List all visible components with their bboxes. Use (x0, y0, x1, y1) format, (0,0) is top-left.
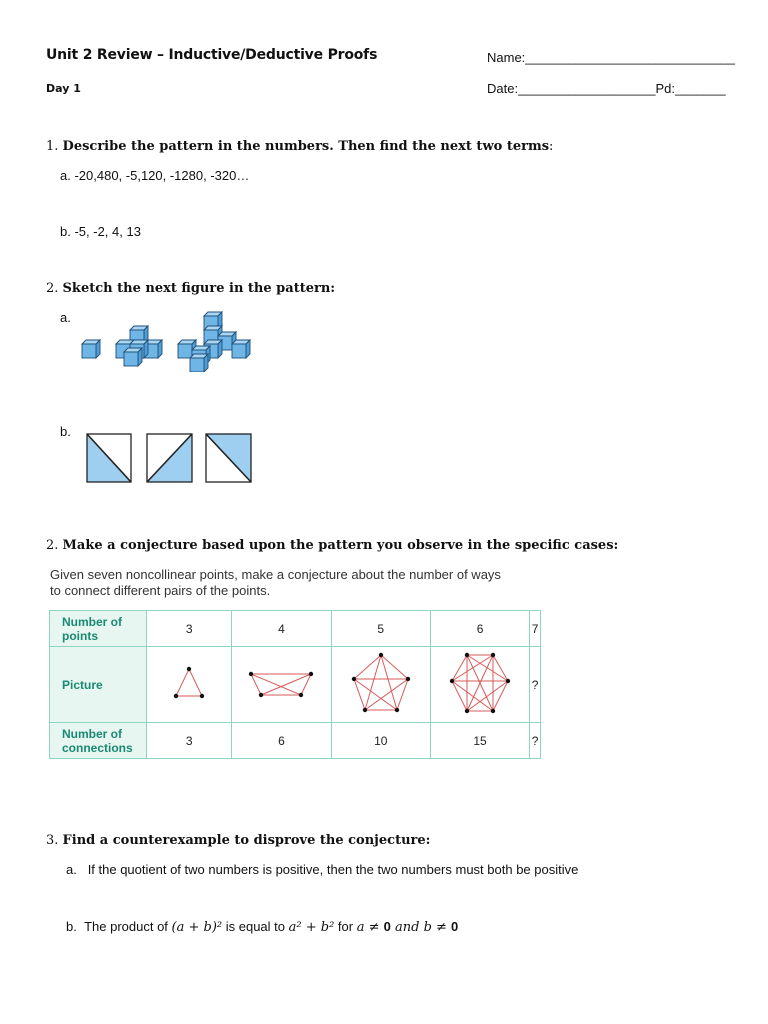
cell-picture-3 (147, 647, 232, 723)
cell-connections-7: ? (530, 723, 541, 759)
part-label: a. (66, 862, 77, 877)
sequence-a: a. -20,480, -5,120, -1280, -320… (60, 168, 250, 183)
square-diagonal-figure (86, 432, 256, 484)
cell-points-4: 4 (232, 611, 331, 647)
cube-icon (82, 340, 100, 358)
cube-pattern-figure (78, 310, 258, 372)
row-header-connections: Number of connections (50, 723, 147, 759)
hexagon-graph (445, 648, 515, 718)
cell-picture-5 (331, 647, 430, 723)
cell-connections-4: 6 (232, 723, 331, 759)
cube-icon (232, 340, 250, 358)
question-prompt: Sketch the next figure in the pattern: (62, 281, 336, 296)
cell-points-5: 5 (331, 611, 430, 647)
row-picture (50, 647, 541, 723)
question-number: 2. (46, 538, 59, 553)
pentagon-graph (346, 648, 416, 718)
square-3 (206, 434, 251, 482)
row-header-picture: Picture (50, 647, 147, 723)
math-zero: 0 (383, 919, 391, 934)
math-expression: a ≠ (356, 920, 384, 935)
counterexample-a (66, 862, 578, 877)
square-1 (87, 434, 131, 482)
question-number: 3. (46, 833, 59, 848)
part-label: b. (66, 919, 77, 934)
math-and: and (390, 920, 424, 935)
counterexample-b (66, 919, 458, 935)
square-2 (147, 434, 192, 482)
row-points (50, 611, 541, 647)
math-expression: (a + b)² (171, 920, 223, 935)
question-prompt: Find a counterexample to disprove the conjecture: (62, 833, 431, 848)
cell-picture-6 (430, 647, 529, 723)
part-a-label: a. (60, 310, 71, 325)
math-expression: a² + b² (288, 920, 335, 935)
name-field[interactable]: Name:_____________________________ (487, 50, 735, 65)
cell-points-3: 3 (147, 611, 232, 647)
day-label: Day 1 (46, 82, 81, 95)
cell-picture-7: ? (530, 647, 541, 723)
math-expression: b ≠ (423, 920, 452, 935)
row-connections (50, 723, 541, 759)
cell-connections-5: 10 (331, 723, 430, 759)
question-number: 1. (46, 139, 59, 154)
cube-icon (190, 354, 208, 372)
question-3 (46, 833, 430, 848)
cell-connections-6: 15 (430, 723, 529, 759)
date-period-field[interactable]: Date:___________________Pd:_______ (487, 81, 726, 96)
math-zero: 0 (451, 919, 459, 934)
question-prompt: Describe the pattern in the numbers. Then find the next two terms (62, 139, 550, 154)
question-2 (46, 281, 335, 296)
question-number: 2. (46, 281, 59, 296)
cell-points-7: 7 (530, 611, 541, 647)
row-header-points: Number of points (50, 611, 147, 647)
statement-text: If the quotient of two numbers is positive, then the two numbers must both be positive (87, 862, 579, 877)
question-conjecture (46, 538, 618, 553)
question-1 (46, 139, 553, 154)
statement-text: The product of (84, 919, 172, 934)
worksheet-title: Unit 2 Review – Inductive/Deductive Proofs (46, 47, 378, 63)
question-colon: : (549, 139, 554, 154)
quadrilateral-graph (246, 653, 316, 713)
statement-text: is equal to (222, 919, 289, 934)
cell-picture-4 (232, 647, 331, 723)
given-statement: Given seven noncollinear points, make a conjecture about the number of ways to connect different pairs of the points. (50, 567, 501, 598)
question-prompt: Make a conjecture based upon the pattern you observe in the specific cases: (62, 538, 619, 553)
triangle-graph (159, 653, 219, 713)
statement-text: for (334, 919, 357, 934)
cell-connections-3: 3 (147, 723, 232, 759)
conjecture-table (49, 610, 541, 759)
part-b-label: b. (60, 424, 71, 439)
cube-icon (124, 348, 142, 366)
cell-points-6: 6 (430, 611, 529, 647)
sequence-b: b. -5, -2, 4, 13 (60, 224, 141, 239)
